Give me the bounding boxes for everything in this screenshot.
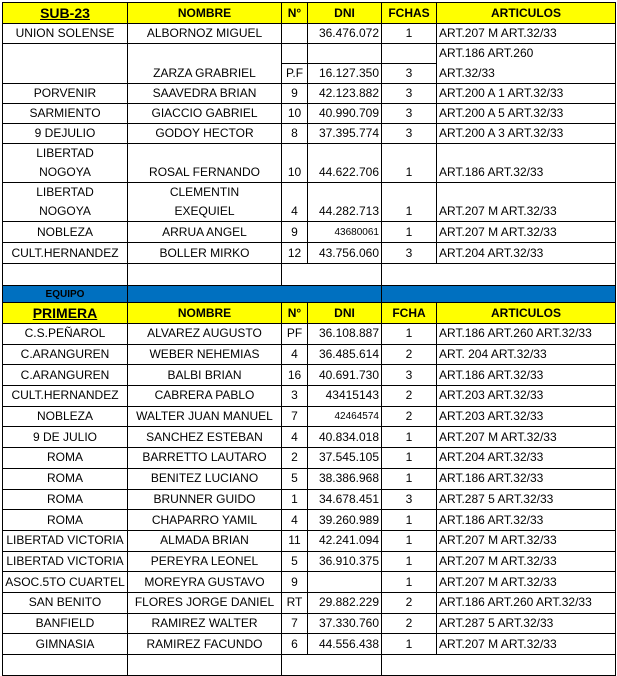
dni-cell: 36.476.072: [308, 24, 382, 44]
articles-cell: ART.207 M ART.32/33: [437, 222, 616, 243]
dates-cell: 1: [382, 634, 437, 655]
table-row: [3, 144, 616, 164]
dni-cell: 38.386.968: [308, 468, 382, 489]
dates-cell: 3: [382, 124, 437, 144]
player-name-cell: CABRERA PABLO: [128, 386, 282, 407]
number-cell: 6: [282, 634, 308, 655]
table-row: [3, 163, 616, 183]
player-name-cell: CLEMENTIN: [128, 183, 282, 203]
sanctions-table: [2, 2, 616, 676]
articles-cell: ART.200 A 1 ART.32/33: [437, 84, 616, 104]
articles-cell: ART.186 ART.32/33: [437, 468, 616, 489]
club-cell: CULT.HERNANDEZ: [3, 243, 128, 264]
dates-cell: 2: [382, 386, 437, 407]
table-row: [3, 44, 616, 64]
dni-cell: 40.990.709: [308, 104, 382, 124]
club-cell: ROMA: [3, 448, 128, 469]
equipo-band: [3, 286, 616, 303]
articles-cell: ART. 204 ART.32/33: [437, 344, 616, 365]
dates-cell: 1: [382, 163, 437, 183]
number-cell: 2: [282, 448, 308, 469]
dates-cell: 1: [382, 222, 437, 243]
articles-cell: ART.207 M ART.32/33: [437, 551, 616, 572]
equipo-label: EQUIPO: [3, 286, 128, 303]
player-name-cell: PEREYRA LEONEL: [128, 551, 282, 572]
number-cell: 9: [282, 572, 308, 593]
dni-cell: 42.123.882: [308, 84, 382, 104]
player-name-cell: WALTER JUAN MANUEL: [128, 406, 282, 427]
dni-cell: 39.260.989: [308, 510, 382, 531]
dni-cell: 43.756.060: [308, 243, 382, 264]
articles-cell: ART.207 M ART.32/33: [437, 202, 616, 222]
col-header-nombre: NOMBRE: [128, 303, 282, 324]
dni-cell: 29.882.229: [308, 592, 382, 613]
table-row: [3, 448, 616, 469]
club-cell: ROMA: [3, 468, 128, 489]
number-cell: [282, 44, 308, 64]
blank-cell: [3, 264, 128, 286]
player-name-cell: BOLLER MIRKO: [128, 243, 282, 264]
number-cell: 4: [282, 344, 308, 365]
club-cell: SARMIENTO: [3, 104, 128, 124]
dni-cell: 16.127.350: [308, 64, 382, 84]
table-row: [3, 104, 616, 124]
primera-title: PRIMERA: [3, 303, 128, 324]
table-row: [3, 510, 616, 531]
number-cell: 9: [282, 84, 308, 104]
table-row: [3, 202, 616, 222]
player-name-cell: ALVAREZ AUGUSTO: [128, 324, 282, 345]
table-row: [3, 84, 616, 104]
club-cell: NOBLEZA: [3, 222, 128, 243]
player-name-cell: MOREYRA GUSTAVO: [128, 572, 282, 593]
club-cell: ROMA: [3, 489, 128, 510]
articles-cell: ART.207 M ART.32/33: [437, 24, 616, 44]
table-row: [3, 324, 616, 345]
dates-cell: 2: [382, 406, 437, 427]
dates-cell: 1: [382, 572, 437, 593]
col-header-numero: N°: [282, 303, 308, 324]
table-row: [3, 64, 616, 84]
col-header-fechas: FCHAS: [382, 3, 437, 24]
dates-cell: 1: [382, 510, 437, 531]
player-name-cell: SAAVEDRA BRIAN: [128, 84, 282, 104]
primera-header-row: [3, 303, 616, 324]
player-name-cell: ALBORNOZ MIGUEL: [128, 24, 282, 44]
club-cell: GIMNASIA: [3, 634, 128, 655]
club-cell: NOGOYA: [3, 163, 128, 183]
dates-cell: 2: [382, 613, 437, 634]
number-cell: 5: [282, 551, 308, 572]
articles-cell: ART.287 5 ART.32/33: [437, 489, 616, 510]
dates-cell: 1: [382, 530, 437, 551]
articles-cell: ART.186 ART.32/33: [437, 510, 616, 531]
dni-cell: [308, 183, 382, 203]
club-cell: [3, 44, 128, 64]
table-row: [3, 489, 616, 510]
dni-cell: [308, 44, 382, 64]
table-row: [3, 344, 616, 365]
club-cell: C.ARANGUREN: [3, 365, 128, 386]
number-cell: 7: [282, 613, 308, 634]
number-cell: 4: [282, 427, 308, 448]
club-cell: C.S.PEÑAROL: [3, 324, 128, 345]
player-name-cell: ROSAL FERNANDO: [128, 163, 282, 183]
blank-cell: [128, 264, 282, 286]
player-name-cell: ZARZA GRABRIEL: [128, 64, 282, 84]
blank-row: [3, 264, 616, 286]
dni-cell: 43415143: [308, 386, 382, 407]
articles-cell: ART.32/33: [437, 64, 616, 84]
club-cell: PORVENIR: [3, 84, 128, 104]
dates-cell: 1: [382, 202, 437, 222]
number-cell: 4: [282, 202, 308, 222]
dni-cell: 37.330.760: [308, 613, 382, 634]
dni-cell: 37.545.105: [308, 448, 382, 469]
dates-cell: 1: [382, 324, 437, 345]
player-name-cell: SANCHEZ ESTEBAN: [128, 427, 282, 448]
dni-cell: 34.678.451: [308, 489, 382, 510]
dni-cell: 36.485.614: [308, 344, 382, 365]
table-row: [3, 427, 616, 448]
blank-row: [3, 655, 616, 676]
number-cell: [282, 24, 308, 44]
table-row: [3, 551, 616, 572]
blank-cell: [382, 264, 616, 286]
player-name-cell: [128, 44, 282, 64]
club-cell: UNION SOLENSE: [3, 24, 128, 44]
number-cell: 9: [282, 222, 308, 243]
dni-cell: 43680061: [308, 222, 382, 243]
col-header-nombre: NOMBRE: [128, 3, 282, 24]
number-cell: [282, 144, 308, 164]
number-cell: 4: [282, 510, 308, 531]
articles-cell: ART.207 M ART.32/33: [437, 572, 616, 593]
number-cell: 5: [282, 468, 308, 489]
table-row: [3, 183, 616, 203]
table-row: [3, 222, 616, 243]
club-cell: NOGOYA: [3, 202, 128, 222]
club-cell: ASOC.5TO CUARTEL: [3, 572, 128, 593]
dates-cell: 3: [382, 84, 437, 104]
dni-cell: 44.556.438: [308, 634, 382, 655]
dates-cell: 2: [382, 344, 437, 365]
dni-cell: 42464574: [308, 406, 382, 427]
player-name-cell: WEBER NEHEMIAS: [128, 344, 282, 365]
player-name-cell: CHAPARRO YAMIL: [128, 510, 282, 531]
number-cell: [282, 183, 308, 203]
table-row: [3, 243, 616, 264]
player-name-cell: BARRETTO LAUTARO: [128, 448, 282, 469]
club-cell: LIBERTAD: [3, 144, 128, 164]
table-row: [3, 592, 616, 613]
club-cell: BANFIELD: [3, 613, 128, 634]
articles-cell: ART.186 ART.260 ART.32/33: [437, 324, 616, 345]
table-row: [3, 613, 616, 634]
club-cell: CULT.HERNANDEZ: [3, 386, 128, 407]
club-cell: ROMA: [3, 510, 128, 531]
club-cell: [3, 64, 128, 84]
col-header-articulos: ARTICULOS: [437, 3, 616, 24]
blank-cell: [128, 655, 282, 676]
number-cell: 10: [282, 104, 308, 124]
player-name-cell: ARRUA ANGEL: [128, 222, 282, 243]
col-header-dni: DNI: [308, 3, 382, 24]
number-cell: 7: [282, 406, 308, 427]
col-header-numero: N°: [282, 3, 308, 24]
number-cell: 3: [282, 386, 308, 407]
articles-cell: ART.200 A 5 ART.32/33: [437, 104, 616, 124]
dates-cell: 3: [382, 64, 437, 84]
dni-cell: 42.241.094: [308, 530, 382, 551]
number-cell: 8: [282, 124, 308, 144]
number-cell: 1: [282, 489, 308, 510]
dates-cell: 1: [382, 427, 437, 448]
table-row: [3, 124, 616, 144]
table-row: [3, 530, 616, 551]
player-name-cell: FLORES JORGE DANIEL: [128, 592, 282, 613]
articles-cell: ART.207 M ART.32/33: [437, 634, 616, 655]
player-name-cell: [128, 144, 282, 164]
articles-cell: ART.287 5 ART.32/33: [437, 613, 616, 634]
col-header-articulos: ARTICULOS: [437, 303, 616, 324]
articles-cell: ART.186 ART.260: [437, 44, 616, 64]
col-header-dni: DNI: [308, 303, 382, 324]
dni-cell: 36.108.887: [308, 324, 382, 345]
number-cell: RT: [282, 592, 308, 613]
articles-cell: ART.203 ART.32/33: [437, 406, 616, 427]
dates-cell: 1: [382, 551, 437, 572]
club-cell: LIBERTAD VICTORIA: [3, 530, 128, 551]
dates-cell: [382, 183, 437, 203]
table-row: [3, 386, 616, 407]
number-cell: PF: [282, 324, 308, 345]
number-cell: 16: [282, 365, 308, 386]
player-name-cell: RAMIREZ FACUNDO: [128, 634, 282, 655]
sub23-header-row: [3, 3, 616, 24]
dni-cell: 44.622.706: [308, 163, 382, 183]
player-name-cell: GIACCIO GABRIEL: [128, 104, 282, 124]
club-cell: SAN BENITO: [3, 592, 128, 613]
articles-cell: ART.200 A 3 ART.32/33: [437, 124, 616, 144]
club-cell: LIBERTAD: [3, 183, 128, 203]
band-cell: [382, 286, 616, 303]
club-cell: C.ARANGUREN: [3, 344, 128, 365]
blank-cell: [382, 655, 616, 676]
dni-cell: 36.910.375: [308, 551, 382, 572]
articles-cell: [437, 183, 616, 203]
dni-cell: 44.282.713: [308, 202, 382, 222]
dni-cell: [308, 144, 382, 164]
articles-cell: ART.207 M ART.32/33: [437, 427, 616, 448]
dates-cell: 3: [382, 104, 437, 124]
dni-cell: 40.691.730: [308, 365, 382, 386]
articles-cell: ART.186 ART.260 ART.32/33: [437, 592, 616, 613]
dates-cell: 3: [382, 243, 437, 264]
articles-cell: ART.203 ART.32/33: [437, 386, 616, 407]
blank-cell: [282, 264, 382, 286]
dates-cell: 1: [382, 448, 437, 469]
dates-cell: [382, 144, 437, 164]
dates-cell: 3: [382, 365, 437, 386]
player-name-cell: BENITEZ LUCIANO: [128, 468, 282, 489]
dates-cell: 3: [382, 489, 437, 510]
player-name-cell: GODOY HECTOR: [128, 124, 282, 144]
table-row: [3, 634, 616, 655]
club-cell: 9 DE JULIO: [3, 427, 128, 448]
player-name-cell: ALMADA BRIAN: [128, 530, 282, 551]
articles-cell: ART.186 ART.32/33: [437, 365, 616, 386]
articles-cell: ART.204 ART.32/33: [437, 448, 616, 469]
club-cell: LIBERTAD VICTORIA: [3, 551, 128, 572]
table-row: [3, 406, 616, 427]
number-cell: 11: [282, 530, 308, 551]
blank-cell: [282, 655, 382, 676]
number-cell: 10: [282, 163, 308, 183]
number-cell: P.F: [282, 64, 308, 84]
blank-cell: [3, 655, 128, 676]
articles-cell: ART.186 ART.32/33: [437, 163, 616, 183]
club-cell: 9 DEJULIO: [3, 124, 128, 144]
player-name-cell: BRUNNER GUIDO: [128, 489, 282, 510]
dni-cell: [308, 572, 382, 593]
table-row: [3, 24, 616, 44]
player-name-cell: BALBI BRIAN: [128, 365, 282, 386]
number-cell: 12: [282, 243, 308, 264]
player-name-cell: RAMIREZ WALTER: [128, 613, 282, 634]
col-header-fecha: FCHA: [382, 303, 437, 324]
table-row: [3, 365, 616, 386]
dates-cell: 1: [382, 468, 437, 489]
dni-cell: 40.834.018: [308, 427, 382, 448]
table-row: [3, 572, 616, 593]
articles-cell: [437, 144, 616, 164]
dates-cell: 1: [382, 24, 437, 44]
club-cell: NOBLEZA: [3, 406, 128, 427]
dates-cell: 2: [382, 592, 437, 613]
player-name-cell: EXEQUIEL: [128, 202, 282, 222]
dni-cell: 37.395.774: [308, 124, 382, 144]
articles-cell: ART.207 M ART.32/33: [437, 530, 616, 551]
table-row: [3, 468, 616, 489]
band-cell: [128, 286, 382, 303]
articles-cell: ART.204 ART.32/33: [437, 243, 616, 264]
dates-cell: [382, 44, 437, 64]
sub23-title: SUB-23: [3, 3, 128, 24]
